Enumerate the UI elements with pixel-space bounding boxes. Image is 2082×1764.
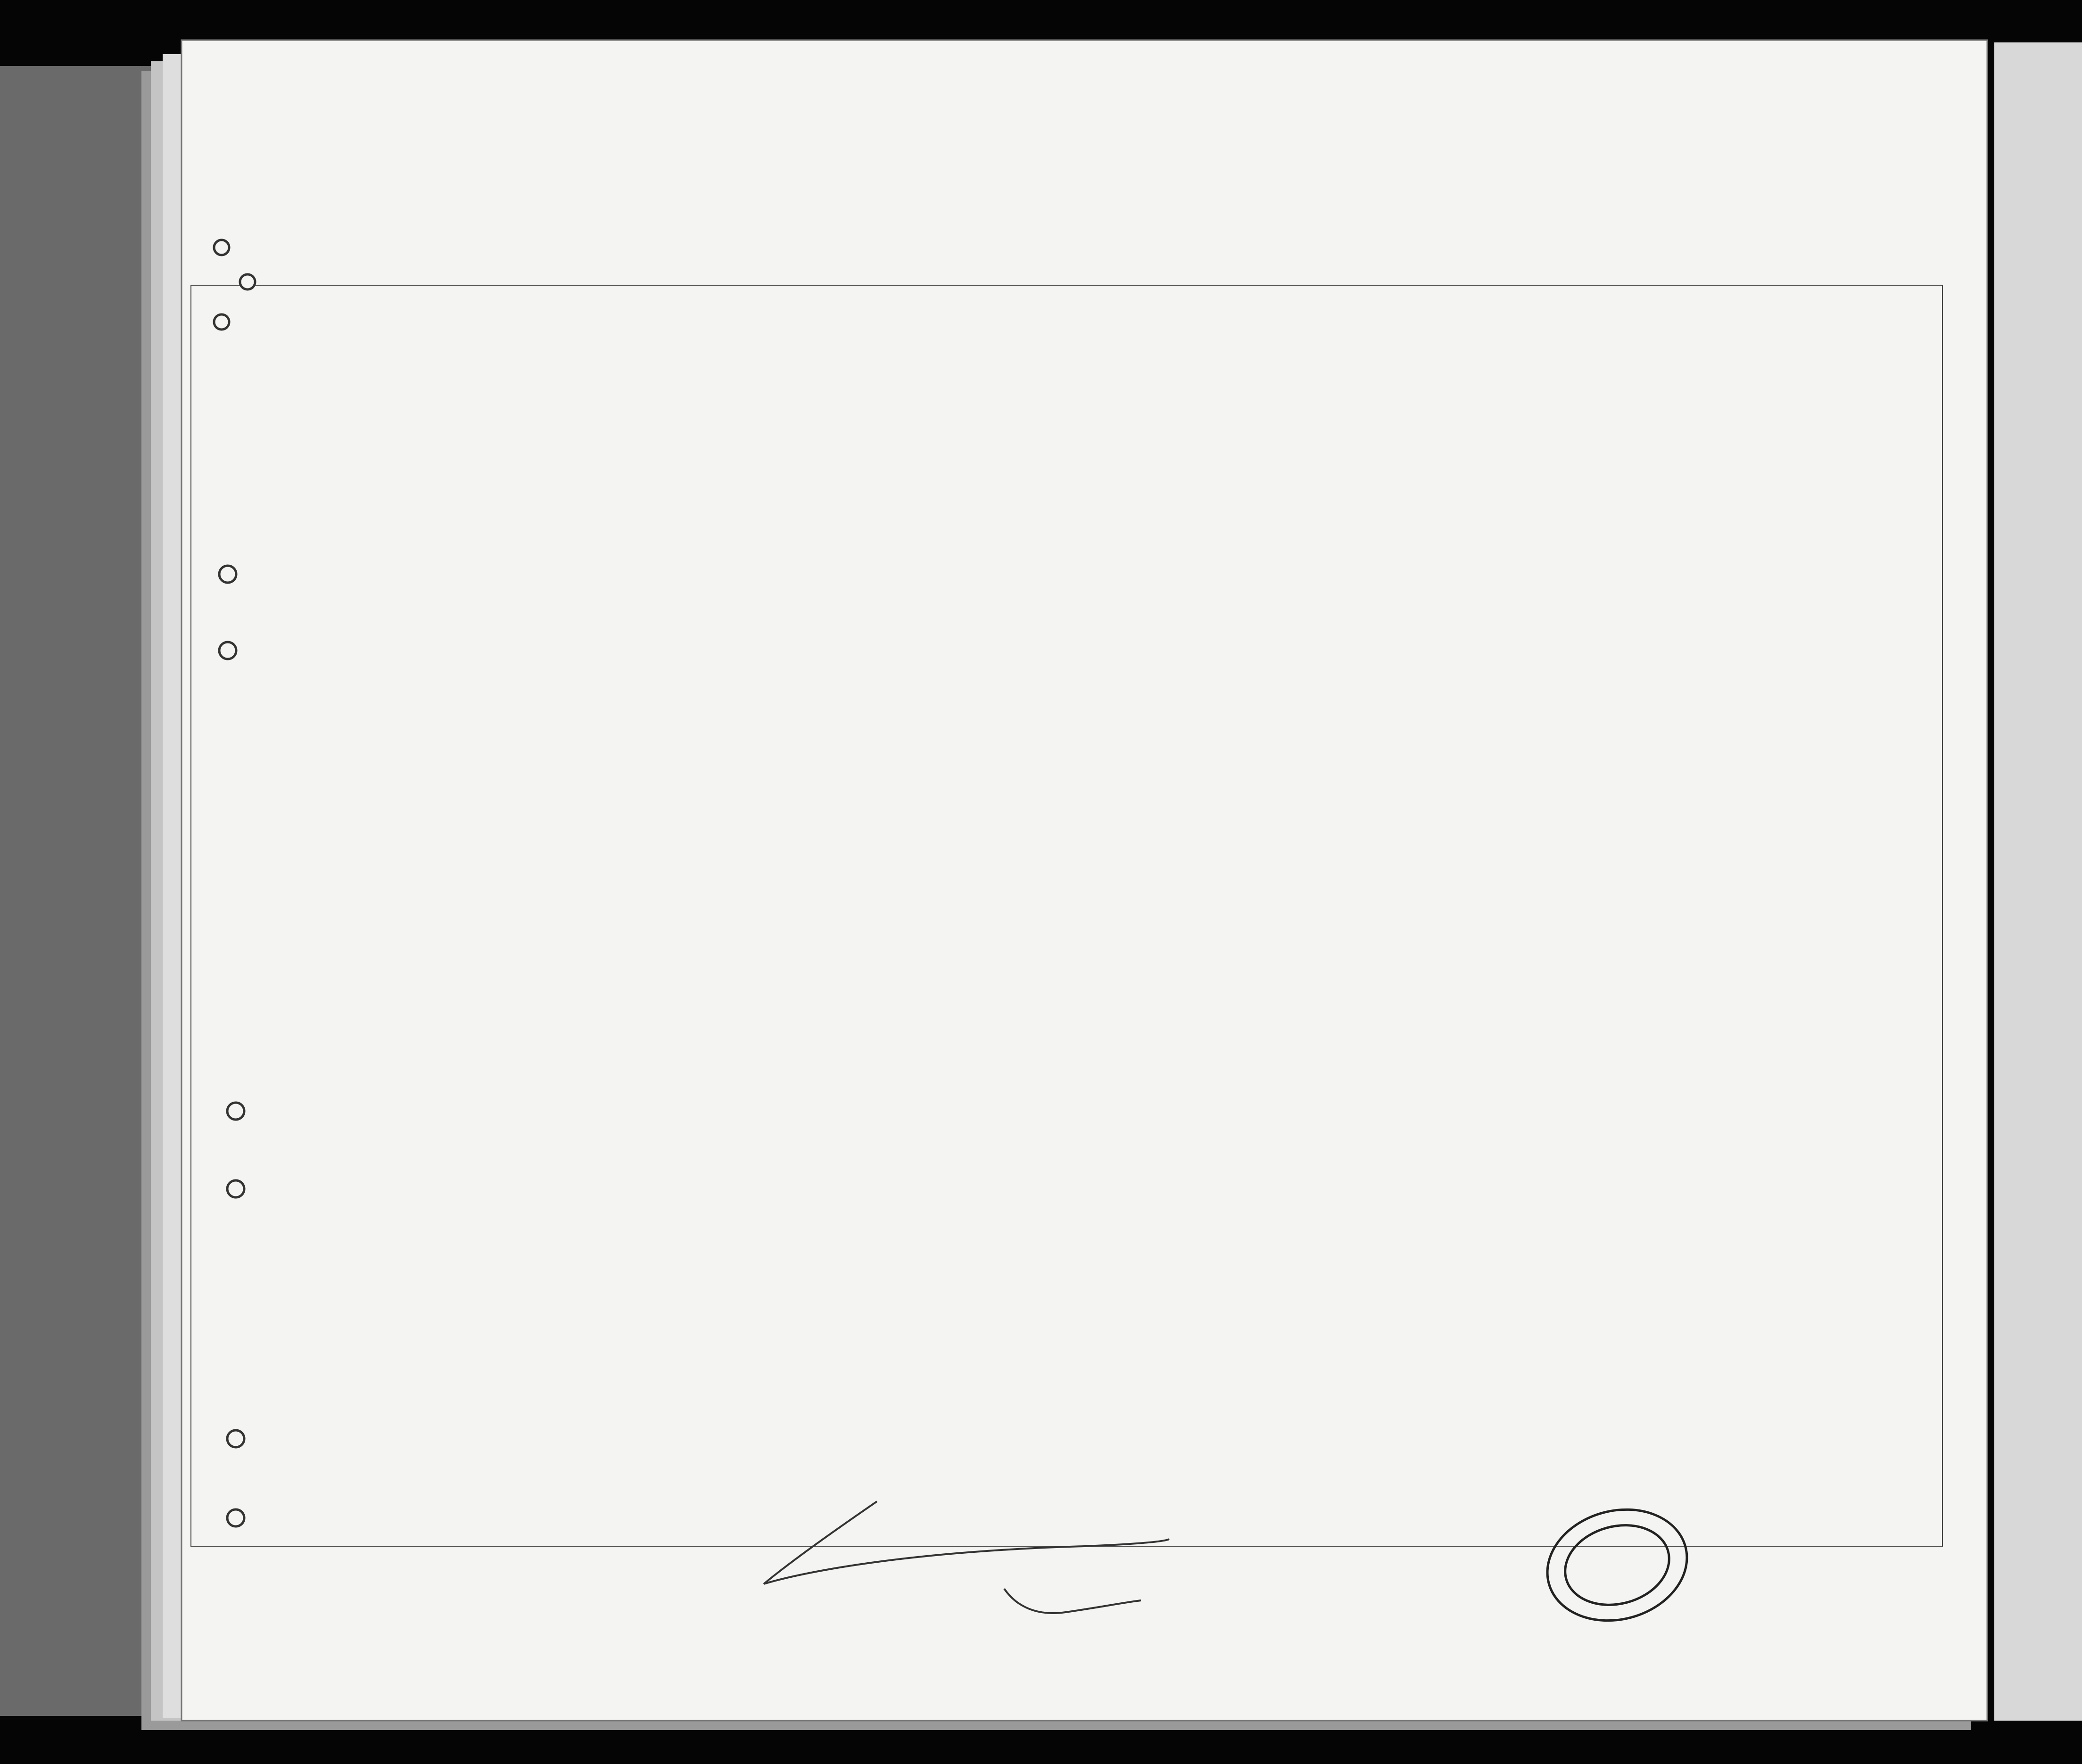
- paper-sheet: [182, 40, 1987, 1721]
